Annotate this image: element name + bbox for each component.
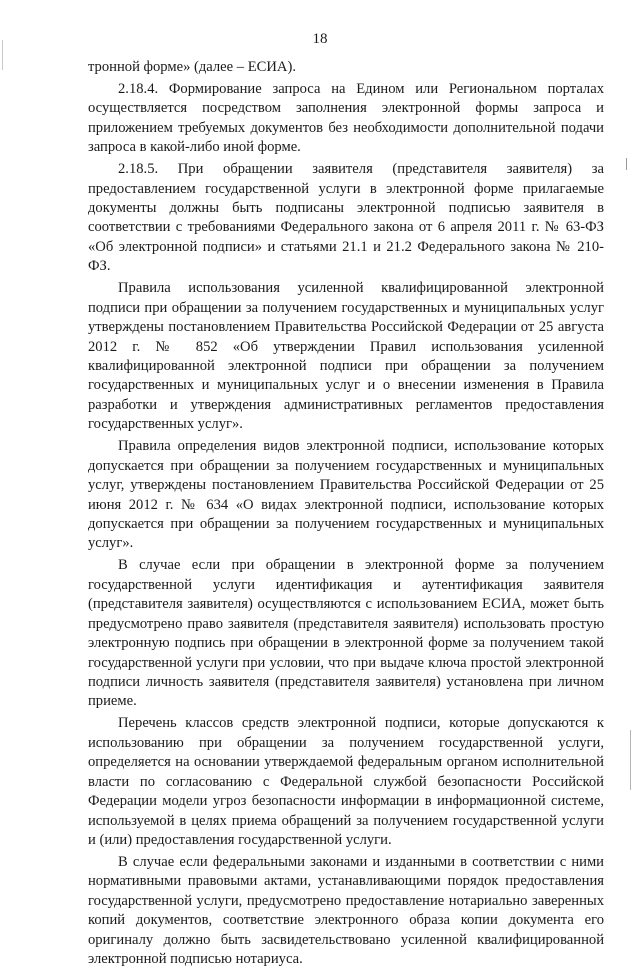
paragraph-2-18-4: 2.18.4. Формирование запроса на Едином или Региональном порталах осуществляется посредством заполнения электронной формы запроса и приложением требуемых документов без необходимости дополнительной подачи запроса в какой-либо иной форме. bbox=[88, 80, 604, 156]
paragraph-signature-rules: Правила использования усиленной квалифицированной электронной подписи при обращении за получением государственных и муниципальных услуг утверждены постановлением Правительства Российской Федерации от 25 августа 2012 г. № 852 «Об утверждении Правил использования усиленной квалифицированной электронной подписи при обращении за получением государственных и муниципальных услуг и о внесении изменения в Правила разработки и утверждения административных регламентов предоставления государственных услуг». bbox=[88, 280, 604, 433]
paragraph-notary-copies: В случае если федеральными законами и изданными в соответствии с ними нормативными правовыми актами, устанавливающими порядок предоставления государственной услуги, предусмотрено предоставление нотариально заверенных копий документов, соответствие электронного образа копии документа его оригиналу должно быть засвидетельствовано усиленной квалифицированной электронной подписью нотариуса. bbox=[88, 853, 604, 968]
paragraph-2-18-5: 2.18.5. При обращении заявителя (представителя заявителя) за предоставлением государственной услуги в электронной форме прилагаемые документы должны быть подписаны электронной подписью заявителя в соответствии с требованиями Федерального закона от 6 апреля 2011 г. № 63-ФЗ «Об электронной подписи» и статьями 21.1 и 21.2 Федерального закона № 210-ФЗ. bbox=[88, 161, 604, 275]
scan-mark-right-bottom bbox=[630, 730, 631, 790]
paragraph-simple-signature: В случае если при обращении в электронной форме за получением государственной услуги идентификация и аутентификация заявителя (представителя заявителя) осуществляются с использованием ЕСИА, может быть предусмотрено право заявителя (представителя заявителя) использовать простую электронную подпись при обращении в электронной форме за получением такой государственной услуги при условии, что при выдаче ключа простой электронной подписи личность заявителя (представителя заявителя) установлена при личном приеме. bbox=[88, 557, 604, 710]
paragraph-signature-types: Правила определения видов электронной подписи, использование которых допускается при обращении за получением государственных и муниципальных услуг, утверждены постановлением Правительства Российской Федерации от 25 июня 2012 г. № 634 «О видах электронной подписи, использование которых допускается при обращении за получением государственных и муниципальных услуг». bbox=[88, 438, 604, 552]
scan-mark-right-top bbox=[626, 158, 627, 170]
document-body bbox=[88, 58, 604, 972]
page-number: 18 bbox=[312, 31, 328, 47]
paragraph-continuation: тронной форме» (далее – ЕСИА). bbox=[88, 59, 296, 75]
paragraph-signature-classes: Перечень классов средств электронной подписи, которые допускаются к использованию при обращении за получением государственной услуги, определяется на основании утверждаемой федеральным органом исполнительной власти по согласованию с Федеральной службой безопасности Российской Федерации модели угроз безопасности информации в информационной системе, используемой в целях приема обращений за получением государственной услуги и (или) предоставления государственной услуги. bbox=[88, 715, 604, 849]
scan-mark-left bbox=[2, 40, 3, 70]
